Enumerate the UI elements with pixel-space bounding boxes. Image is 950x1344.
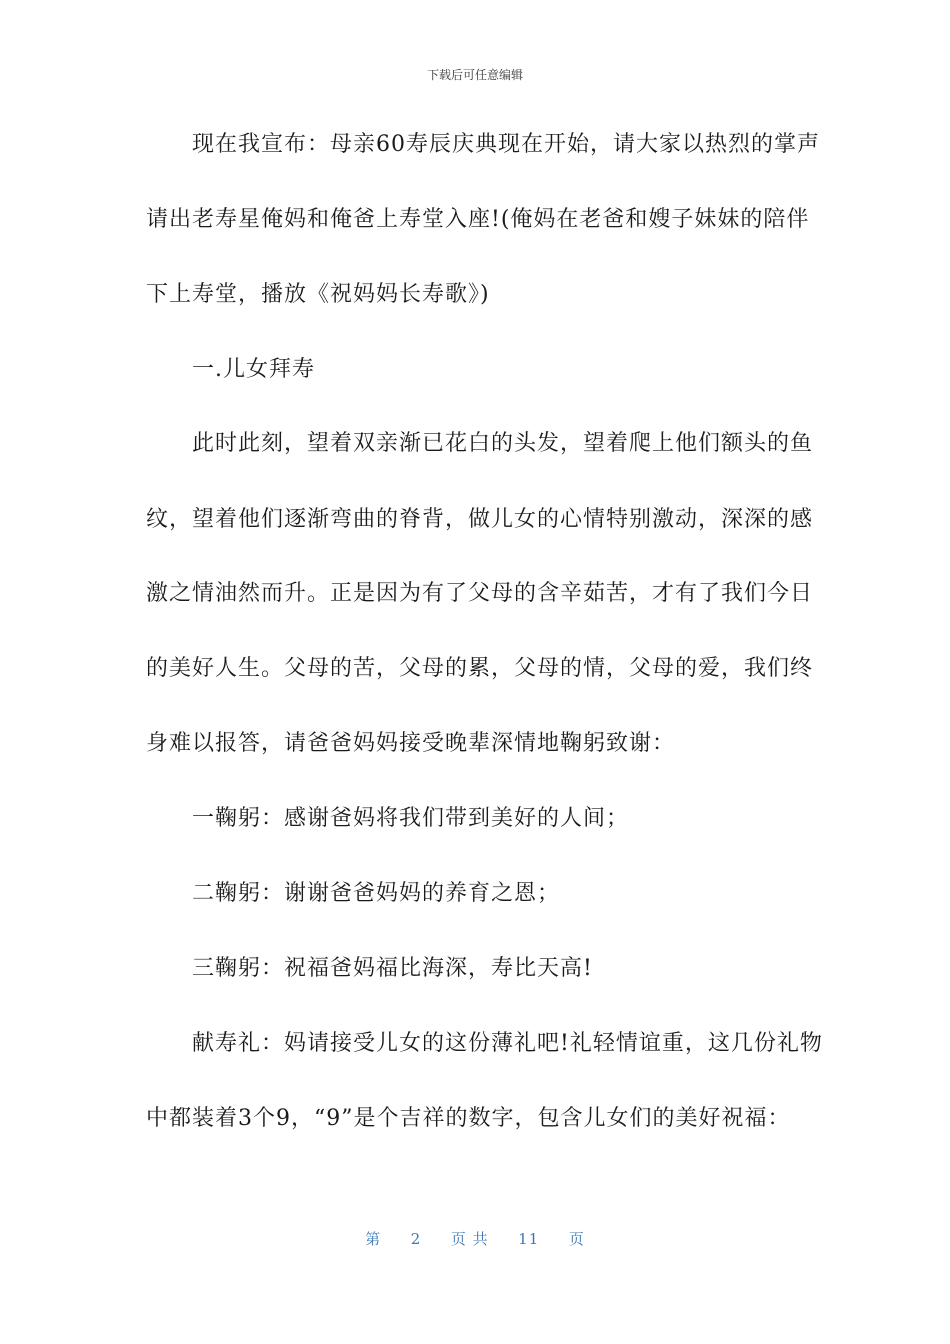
current-page-number: 2	[410, 1230, 422, 1248]
total-pages-number: 11	[518, 1230, 540, 1248]
text-line: 献寿礼：妈请接受儿女的这份薄礼吧!礼轻情谊重，这几份礼物	[192, 1031, 823, 1056]
text-line: 的美好人生。父母的苦，父母的累，父母的情，父母的爱，我们终	[146, 656, 814, 681]
text-line: 下上寿堂，播放《祝妈妈长寿歌》)	[146, 282, 490, 307]
text-line: 请出老寿星俺妈和俺爸上寿堂入座!(俺妈在老爸和嫂子妹妹的陪伴	[146, 207, 810, 232]
footer-suffix: 页	[568, 1230, 585, 1248]
text-line: 中都装着3个9，“9”是个吉祥的数字，包含儿女们的美好祝福：	[146, 1106, 791, 1131]
text-line: 一鞠躬：感谢爸妈将我们带到美好的人间；	[192, 806, 630, 831]
page-footer	[0, 1228, 950, 1249]
page-header: 下载后可任意编辑	[426, 68, 523, 82]
text-line: 此时此刻，望着双亲渐已花白的头发，望着爬上他们额头的鱼	[192, 431, 814, 456]
text-line: 身难以报答，请爸爸妈妈接受晚辈深情地鞠躬致谢：	[146, 731, 676, 756]
text-line: 纹，望着他们逐渐弯曲的脊背，做儿女的心情特别激动，深深的感	[146, 507, 814, 532]
text-line: 激之情油然而升。正是因为有了父母的含辛茹苦，才有了我们今日	[146, 581, 814, 606]
text-line: 二鞠躬：谢谢爸爸妈妈的养育之恩；	[192, 881, 561, 906]
footer-prefix: 第	[365, 1230, 382, 1248]
text-line: 三鞠躬：祝福爸妈福比海深，寿比天高!	[192, 956, 593, 981]
footer-middle: 页 共	[450, 1230, 489, 1248]
section-heading: 一.儿女拜寿	[192, 357, 315, 382]
text-line: 现在我宣布：母亲60寿辰庆典现在开始，请大家以热烈的掌声	[192, 132, 820, 157]
